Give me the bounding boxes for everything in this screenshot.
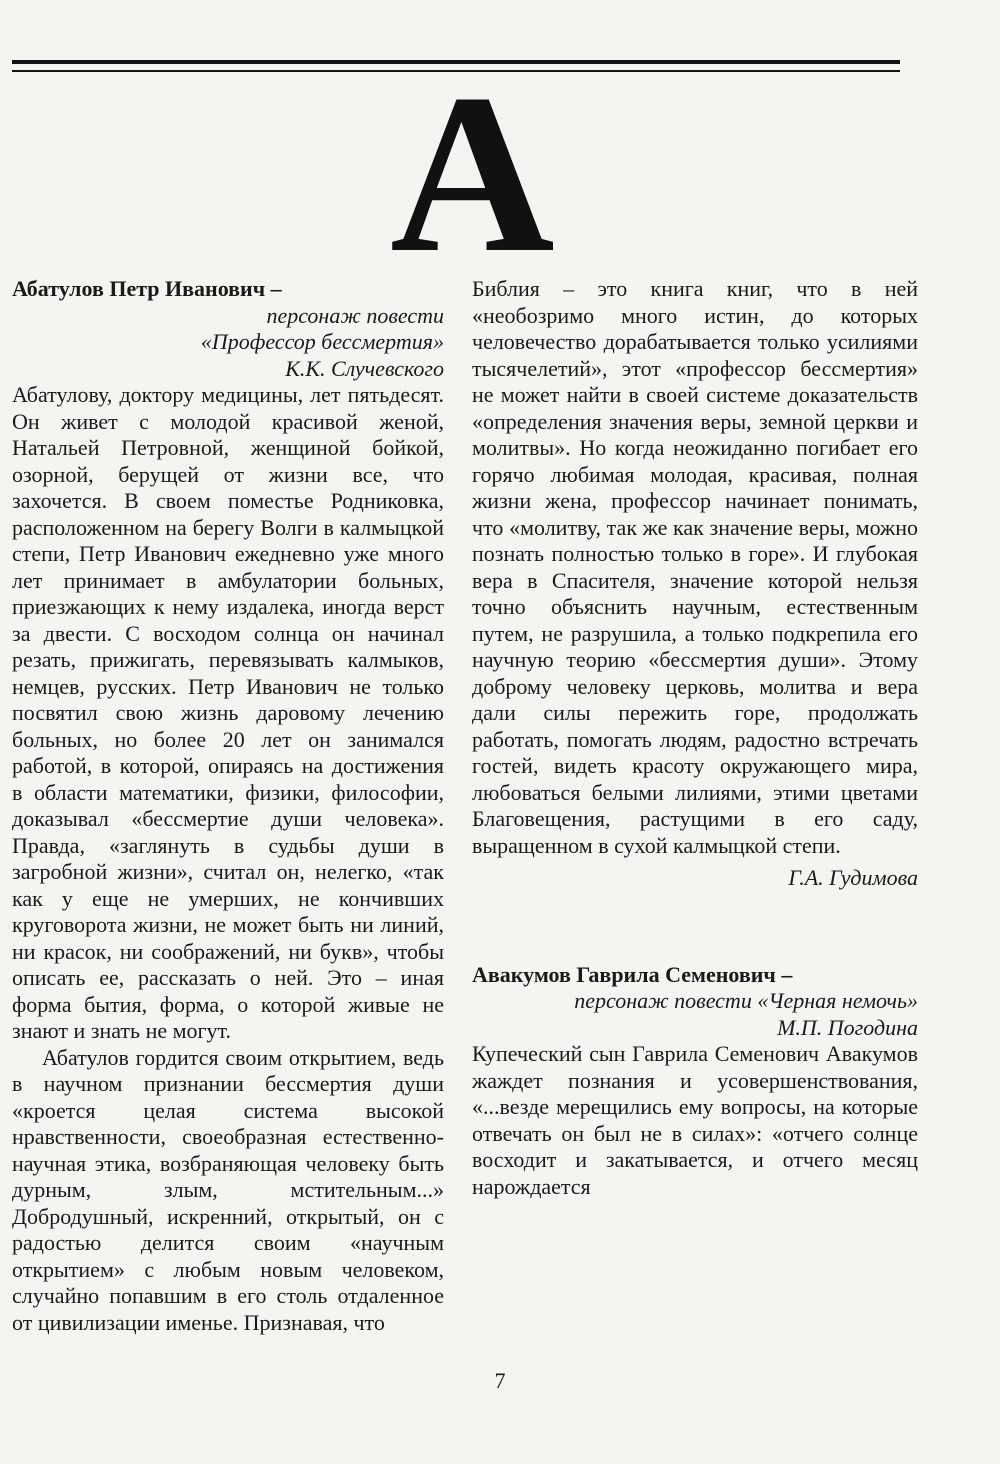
entry-title: Авакумов Гаврила Семенович – xyxy=(472,961,793,987)
section-letter: А xyxy=(390,48,555,300)
entry-paragraph: Купеческий сын Гаврила Семенович Авакумов жаждет познания и усовершенствования, «...везде мерещились ему вопросы, на которые отвечать он был не в силах»: «отчего солнце восходит и закатывается, и отчего месяц нарождается xyxy=(472,1041,918,1199)
left-column xyxy=(12,276,444,1336)
entry-author-line: М.П. Погодина xyxy=(777,1014,918,1040)
page-number: 7 xyxy=(494,1368,506,1393)
entry-signature: Г.А. Гудимова xyxy=(788,865,918,890)
entry-paragraph: Абатулову, доктору медицины, лет пятьдесят. Он живет с молодой красивой женой, Натальей Петровной, женщиной бойкой, озорной, берущей от жизни все, что захочется. В своем поместье Родниковка, расположенном на берегу Волги в калмыцкой степи, Петр Иванович ежедневно уже много лет принимает в амбулатории больных, приезжающих к нему издалека, иногда верст за двести. С восходом солнца он начинал резать, прижигать, перевязывать калмыков, немцев, русских. Петр Иванович не только посвятил свою жизнь даровому лечению больных, но более 20 лет он занимался работой, в которой, опираясь на достижения в области математики, физики, философии, доказывал «бессмертие души человека». Правда, «заглянуть в судьбы души в загробной жизни», считал он, нелегко, «так как у еще не умерших, не кончивших круговорота жизни, не может быть ни линий, ни красок, ни соображений, ни букв», чтобы описать ее, рассказать о ней. Это – иная форма бытия, форма, о которой живые не знают и знать не могут. xyxy=(12,382,444,1043)
entry-paragraph: Абатулов гордится своим открытием, ведь в научном признании бессмертия души «кроется целая система высокой нравственности, своеобразная естественно-научная этика, возбраняющая человеку быть дурным, злым, мстительным...» Добродушный, искренний, открытый, он с радостью делится своим «научным открытием» с любым новым человеком, случайно попавшим в его столь отдаленное от цивилизации именье. Признавая, что xyxy=(12,1044,444,1335)
entry-subtitle-line: персонаж повести «Черная немочь» xyxy=(574,988,918,1013)
entry-paragraph-continued: Библия – это книга книг, что в ней «необозримо много истин, до которых человечество дорабатывается только усилиями тысячелетий», этот «профессор бессмертия» не может найти в своей системе доказательств «определения значения веры, земной церкви и молитвы». Но когда неожиданно погибает его горячо любимая молодая, красивая, полная жизни жена, профессор начинает понимать, что «молитву, так же как значение веры, можно познать полностью только в горе». И глубокая вера в Спасителя, значение которой нельзя точно объяснить научным, естественным путем, не разрушила, а только подкрепила его научную теорию «бессмертия души». Этому доброму человеку церковь, молитва и вера дали силы пережить горе, продолжать работать, помогать людям, радостно встречать гостей, видеть красоту окружающего мира, любоваться белыми лилиями, этими цветами Благовещения, растущими в его саду, выращенном в сухой калмыцкой степи. xyxy=(472,276,918,858)
entry-subtitle-line: «Профессор бессмертия» xyxy=(200,329,444,354)
entry-author-line: К.К. Случевского xyxy=(285,355,444,381)
entry-title: Абатулов Петр Иванович – xyxy=(12,276,282,301)
right-column xyxy=(472,276,918,1200)
entry-subtitle-line: персонаж повести xyxy=(266,302,444,328)
